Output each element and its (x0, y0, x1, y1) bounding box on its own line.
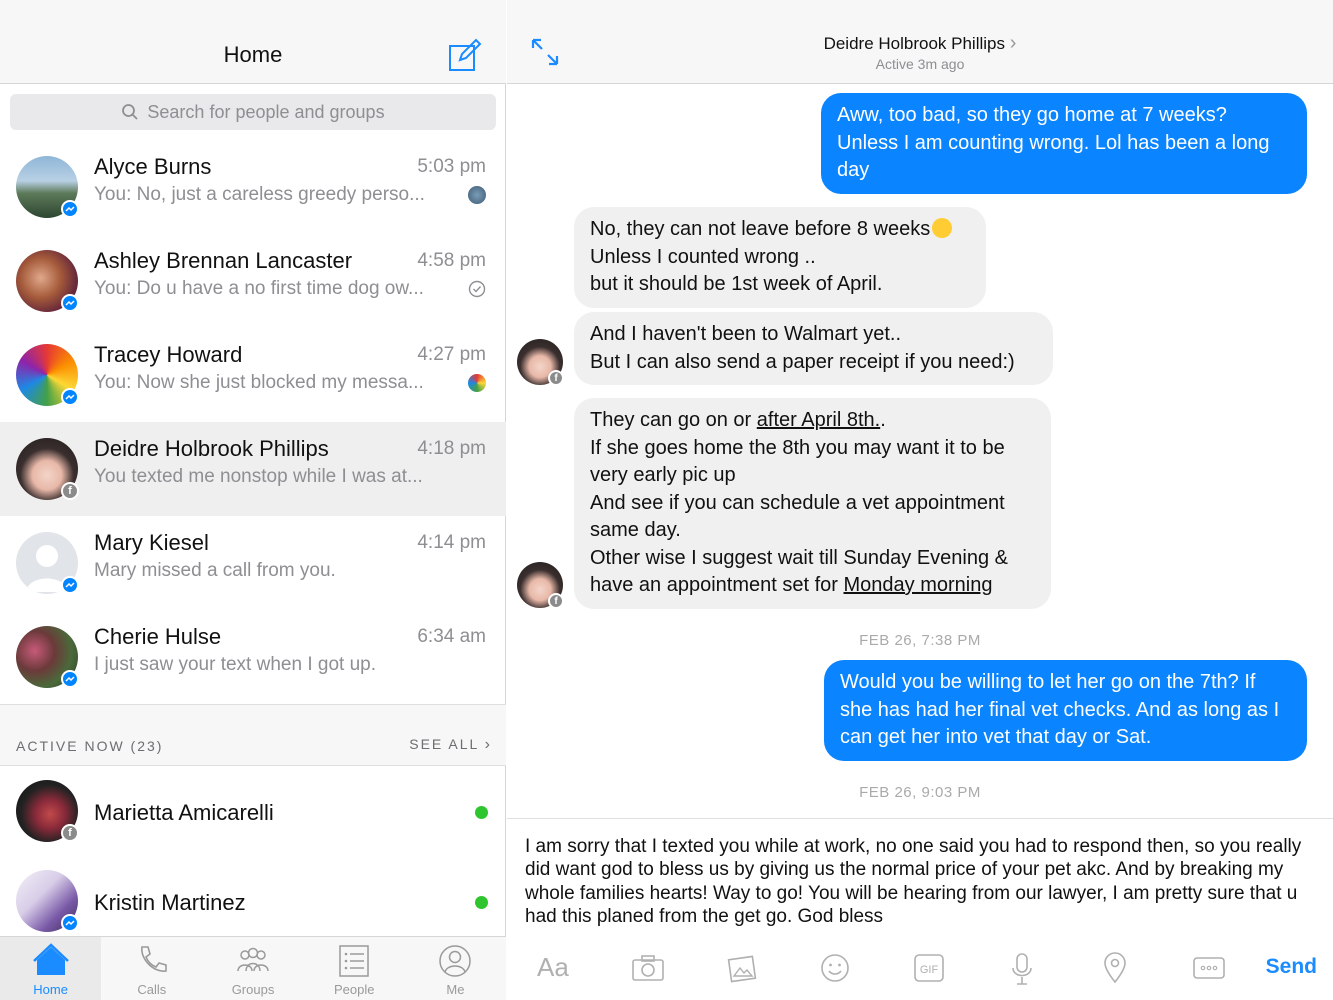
active-contact-row[interactable] (0, 856, 506, 946)
message-input[interactable]: I am sorry that I texted you while at work, no one said you had to respond then, so you really did want god to bless us by giving us the normal price of your pet akc. And by breaking my whole families hearts! Way to go! You will be hearing from our lawyer, I am pretty sure that u had this planed from the get go. God bless (525, 836, 1302, 927)
message-text: . (880, 409, 886, 431)
chat-contact-title[interactable] (507, 32, 1333, 55)
contact-name: Deidre Holbrook Phillips (823, 34, 1005, 53)
message-text: No, they can not leave before 8 weeks (590, 218, 931, 240)
smiley-emoji-icon (932, 218, 952, 238)
text-format-button[interactable]: Aa (537, 952, 569, 982)
profile-icon (437, 943, 473, 979)
search-icon (121, 103, 139, 121)
message-text: but it should be 1st week of April. (590, 273, 883, 295)
conversation-row-selected[interactable] (0, 422, 506, 516)
message-preview: You: Do u have a no first time dog ow... (94, 278, 424, 299)
tab-calls-label: Calls (137, 982, 167, 997)
active-now-label: ACTIVE NOW (23) (16, 738, 164, 754)
date-link[interactable]: Monday morning (843, 574, 993, 596)
seen-avatar-icon (468, 374, 486, 392)
message-text: They can go on or (590, 409, 757, 431)
tab-me-label: Me (446, 982, 465, 997)
location-pin-icon[interactable] (1103, 952, 1127, 984)
messenger-badge-icon (61, 200, 79, 218)
tab-home[interactable] (0, 937, 101, 1000)
see-all-label: SEE ALL (409, 736, 479, 752)
message-text: Aww, too bad, so they go home at 7 weeks? Unless I am counting wrong. Lol has been a long day (837, 104, 1270, 181)
conversation-row[interactable] (0, 234, 506, 328)
message-preview: Mary missed a call from you. (94, 560, 336, 581)
conversation-row[interactable] (0, 140, 506, 234)
delivered-check-icon (468, 280, 486, 298)
message-time: 4:27 pm (417, 344, 486, 365)
see-all-link[interactable] (409, 736, 492, 754)
chat-pane (507, 0, 1333, 1000)
outgoing-message[interactable] (824, 660, 1307, 761)
tab-groups-label: Groups (231, 982, 275, 997)
chevron-right-icon: › (1009, 32, 1017, 54)
tab-groups[interactable] (202, 937, 303, 1000)
outgoing-message[interactable] (821, 93, 1307, 194)
active-contact-row[interactable] (0, 766, 506, 856)
facebook-badge-icon: f (548, 593, 564, 609)
message-time: 6:34 am (417, 626, 486, 647)
gif-icon[interactable] (913, 952, 945, 984)
seen-avatar-icon (468, 186, 486, 204)
more-options-icon[interactable] (1193, 956, 1225, 980)
message-text: If she goes home the 8th you may want it to be very early pic up (590, 436, 1005, 486)
send-button[interactable]: Send (1265, 955, 1317, 978)
search-input[interactable] (10, 94, 496, 130)
messenger-badge-icon (61, 670, 79, 688)
facebook-badge-icon: f (61, 482, 79, 500)
search-placeholder: Search for people and groups (147, 101, 385, 122)
incoming-message[interactable] (574, 312, 1053, 385)
messenger-badge-icon (61, 294, 79, 312)
message-time: 4:58 pm (417, 250, 486, 271)
contact-name: Cherie Hulse (94, 624, 222, 649)
tab-home-label: Home (33, 982, 68, 997)
photo-gallery-icon[interactable] (726, 952, 758, 984)
timestamp-divider: FEB 26, 9:03 PM (859, 784, 981, 801)
contact-active-status: Active 3m ago (875, 56, 965, 72)
message-text: Other wise I suggest wait till Sunday Evening & have an appointment set for (590, 546, 1008, 596)
chat-header (507, 0, 1333, 84)
online-indicator (475, 806, 488, 819)
page-title: Home (223, 42, 283, 67)
microphone-icon[interactable] (1011, 952, 1033, 986)
tab-bar (0, 936, 506, 1000)
incoming-message[interactable] (574, 398, 1051, 609)
home-icon (33, 943, 69, 979)
conversation-row[interactable] (0, 516, 506, 610)
incoming-message[interactable] (574, 207, 986, 308)
timestamp-divider: FEB 26, 7:38 PM (859, 632, 981, 649)
tab-people-label: People (333, 982, 375, 997)
tab-calls[interactable] (101, 937, 202, 1000)
message-time: 4:14 pm (417, 532, 486, 553)
message-text: Unless I counted wrong .. (590, 245, 816, 268)
list-icon (336, 943, 372, 979)
message-preview: I just saw your text when I got up. (94, 654, 376, 675)
message-preview: You: Now she just blocked my messa... (94, 372, 424, 393)
chevron-right-icon: › (484, 736, 492, 753)
svg-text:GIF: GIF (919, 964, 939, 976)
active-now-header (0, 704, 506, 766)
contact-name: Marietta Amicarelli (94, 800, 274, 825)
conversation-row[interactable] (0, 328, 506, 422)
message-text: And see if you can schedule a vet appointment same day. (590, 491, 1005, 541)
compose-icon[interactable] (448, 38, 482, 72)
message-text: But I can also send a paper receipt if you need:) (590, 350, 1015, 373)
message-text: Would you be willing to let her go on the 7th? If she has had her final vet checks. And as long as I can get her into vet that day or Sat. (840, 671, 1280, 748)
tab-me[interactable] (405, 937, 506, 1000)
message-preview: You texted me nonstop while I was at... (94, 466, 423, 487)
messenger-badge-icon (61, 576, 79, 594)
messenger-badge-icon (61, 388, 79, 406)
message-preview: You: No, just a careless greedy perso... (94, 184, 425, 205)
conversation-list-pane (0, 0, 506, 1000)
tab-people[interactable] (304, 937, 405, 1000)
date-link[interactable]: after April 8th. (756, 409, 881, 431)
conversation-row[interactable] (0, 610, 506, 704)
composer-toolbar (507, 930, 1333, 1000)
message-time: 4:18 pm (417, 438, 486, 459)
message-time: 5:03 pm (417, 156, 486, 177)
contact-name: Tracey Howard (94, 342, 243, 367)
phone-icon (134, 943, 170, 979)
facebook-badge-icon: f (61, 824, 79, 842)
contact-name: Kristin Martinez (94, 890, 246, 915)
online-indicator (475, 896, 488, 909)
contact-name: Deidre Holbrook Phillips (94, 436, 329, 461)
left-header (0, 0, 506, 84)
camera-icon[interactable] (631, 954, 665, 982)
contact-name: Alyce Burns (94, 154, 212, 179)
contact-name: Ashley Brennan Lancaster (94, 248, 353, 273)
message-text: And I haven't been to Walmart yet.. (590, 323, 902, 345)
messenger-badge-icon (61, 914, 79, 932)
groups-icon (235, 943, 271, 979)
emoji-icon[interactable] (819, 952, 851, 984)
facebook-badge-icon: f (548, 370, 564, 386)
contact-name: Mary Kiesel (94, 530, 209, 555)
